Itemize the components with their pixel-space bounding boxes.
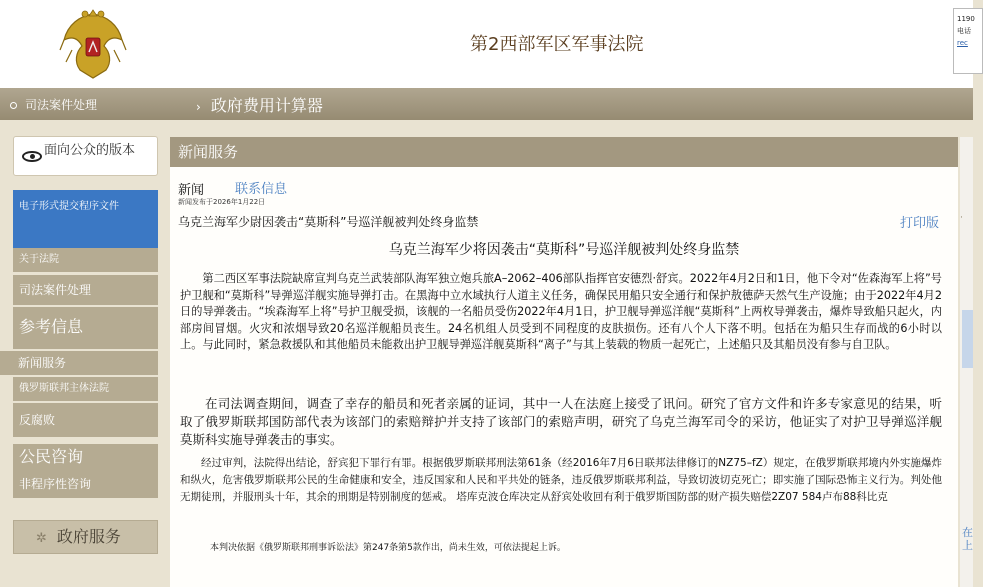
gov-services-button[interactable] <box>13 520 158 554</box>
sidebar-item-electronic-docs[interactable]: 电子形式提交程序文件 <box>13 190 158 248</box>
sidebar <box>0 120 168 587</box>
public-version-label: 面向公众的版本 <box>44 143 136 158</box>
section-title: 新闻服务 <box>170 137 958 167</box>
right-fragment-bottom[interactable]: 在上 <box>962 526 973 552</box>
emblem-icon: ✲ <box>36 531 47 546</box>
sidebar-item-news[interactable]: 新闻服务 <box>0 351 158 375</box>
contact-phone: 电话 <box>957 27 971 35</box>
contact-box <box>953 8 983 74</box>
sidebar-item-cases[interactable]: 司法案件处理 <box>13 275 158 305</box>
article-note: 本判决依据《俄罗斯联邦刑事诉讼法》第247条第5款作出，尚未生效，可依法提起上诉。 <box>210 543 566 553</box>
sidebar-item-reference[interactable]: 参考信息 <box>13 307 158 349</box>
article-container <box>170 167 958 587</box>
contact-link[interactable]: rec <box>957 39 968 47</box>
right-fragment-top: · <box>960 213 963 223</box>
tab-contact[interactable]: 联系信息 <box>235 182 288 197</box>
article-paragraph-2: 在司法调查期间，调查了幸存的船员和死者亲属的证词，其中一人在法庭上接受了讯问。研究了官方文件和许多专家意见的结果，听取了俄罗斯联邦国防部代表为该部门的索赔辩护并支持了该部门的索赔声明，研究了乌克兰海军司令的采访，他证实了对护卫导弹巡洋舰莫斯科实施导弹袭击的事实。 <box>180 396 942 447</box>
sidebar-item-anti-corruption[interactable]: 反腐败 <box>13 403 158 437</box>
news-headline: 乌克兰海军少尉因袭击“莫斯科”号巡洋舰被判处终身监禁 <box>178 215 479 229</box>
coat-of-arms-logo <box>58 6 128 82</box>
nav-calculator-link[interactable] <box>196 93 323 116</box>
bullet-icon <box>10 102 17 109</box>
right-edge-panel <box>960 137 973 587</box>
nav-calculator-label: 政府费用计算器 <box>210 96 323 115</box>
contact-address: 1190 <box>957 15 975 23</box>
article-paragraph-1: 第二西区军事法院缺席宣判乌克兰武装部队海军独立炮兵旅A–2062–406部队指挥官安德烈·舒宾。2022年4月2日和1日，他下令对“佐森海军上将”号护卫舰和“莫斯科”导弹巡洋舰实施导弹打击。在黑海中立水域执行人道主义任务，确保民用船只安全通行和保护敖德萨天然气生产设施；由于2022年4月2日的导弹袭击。“埃森海军上将”号护卫舰受损，该舰的一名船员受伤2022年4月1日，护卫舰导弹巡洋舰“莫斯科”上两枚导弹袭击，爆炸导致船只起火，内部房间冒烟。火灾和浓烟导致20名巡洋舰船员丧生。24名机组人员受到不同程度的皮肤损伤。还有八个人下落不明。包括在为船只生存而战的6小时以上。与此同时，紧急救援队和其他船员未能救出护卫舰导弹巡洋舰莫斯科“离子”与其上装载的物质一起死亡，上述船只及其船员没有参与自卫队。 <box>180 272 942 351</box>
article-paragraph-3: 经过审判，法院得出结论，舒宾犯下罪行有罪。根据俄罗斯联邦刑法第61条（经2016年7月6日联邦法律修订的NZ75–fZ）规定，在俄罗斯联邦境内外实施爆炸和纵火，危害俄罗斯联邦公民的生命健康和安全，违反国家和人民和平共处的链条，违反俄罗斯联邦利益，导致切波切克死亡；即实施了国际恐怖主义行为。判处他无期徒刑，并服刑头十年，其余的刑期是特别制度的惩戒。 塔库克波仓库决定从舒宾处收回有利于俄罗斯国防部的财产损失赔偿2Z07 584卢布88科比克 <box>180 457 942 503</box>
court-title: 第2西部军区军事法院 <box>470 34 644 55</box>
publication-date: 新闻发布于2026年1月22日 <box>178 198 266 206</box>
nav-cases-label: 司法案件处理 <box>25 98 98 112</box>
chevron-right-icon: › <box>196 100 201 114</box>
print-version-link[interactable]: 打印版 <box>900 216 940 231</box>
top-nav <box>0 88 973 120</box>
right-banner-fragment[interactable] <box>962 310 973 368</box>
public-version-button[interactable] <box>13 136 158 176</box>
eye-icon <box>22 151 42 162</box>
page-header <box>0 0 973 88</box>
main-panel <box>170 137 958 587</box>
tab-news[interactable]: 新闻 <box>178 183 205 198</box>
sidebar-item-non-procedural[interactable]: 非程序性咨询 <box>13 470 158 498</box>
nav-cases-link[interactable] <box>10 96 97 113</box>
sidebar-item-about[interactable]: 关于法院 <box>13 248 158 272</box>
sidebar-item-russian-courts[interactable]: 俄罗斯联邦主体法院 <box>13 377 158 401</box>
article-title: 乌克兰海军少将因袭击“莫斯科”号巡洋舰被判处终身监禁 <box>388 242 740 258</box>
gov-services-label: 政府服务 <box>56 527 121 546</box>
sidebar-item-consultation[interactable]: 公民咨询 <box>13 444 158 470</box>
